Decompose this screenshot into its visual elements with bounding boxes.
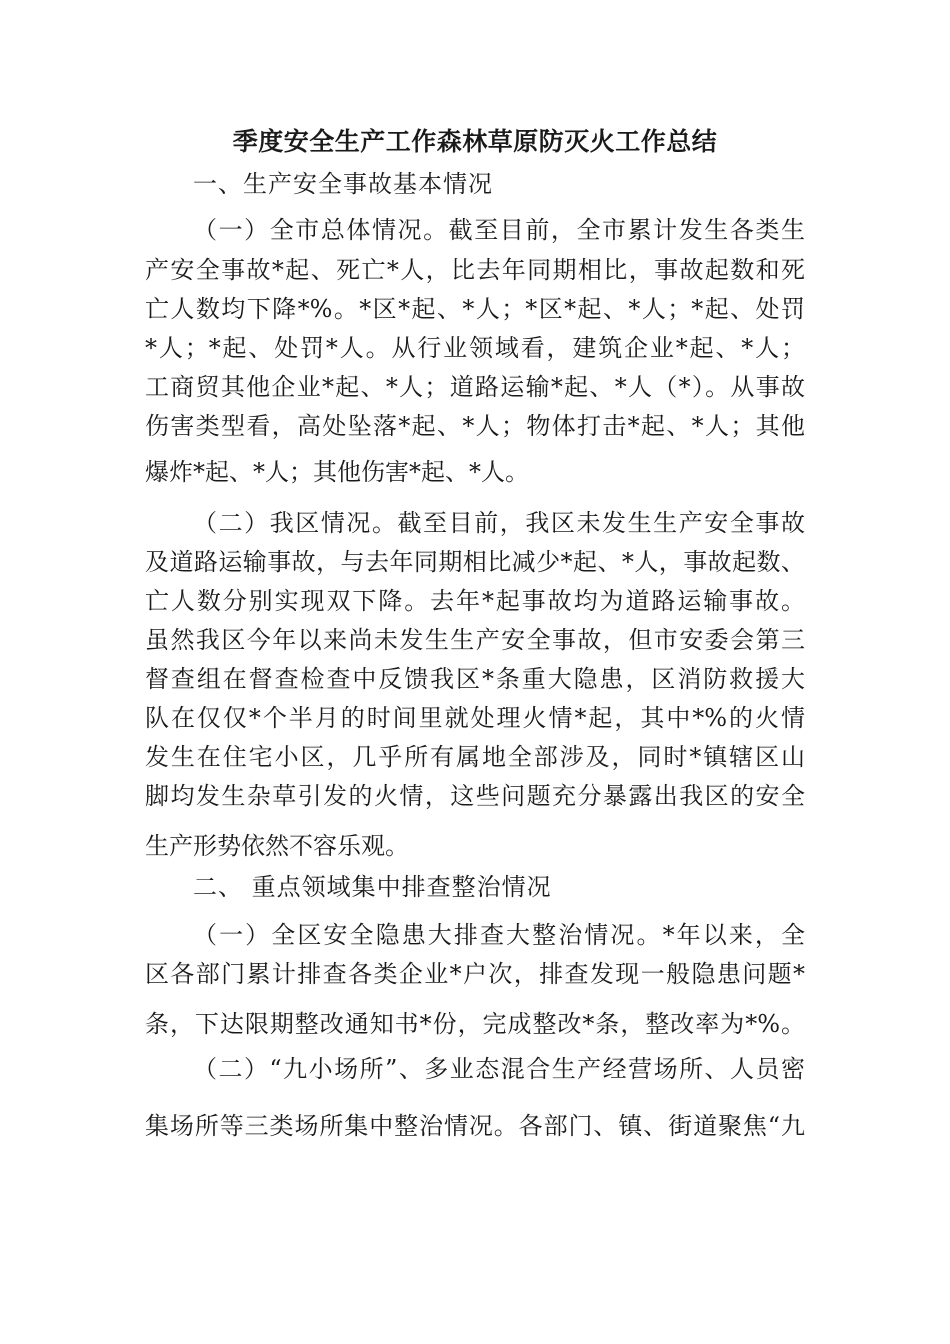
- paragraph-line: 队在仅仅*个半月的时间里就处理火情*起，其中*%的火情: [145, 704, 805, 732]
- paragraph-line: 条，下达限期整改通知书*份，完成整改*条，整改率为*%。: [145, 1010, 805, 1038]
- paragraph-line: （一）全市总体情况。截至目前，全市累计发生各类生: [193, 216, 805, 244]
- paragraph-line: 督查组在督查检查中反馈我区*条重大隐患，区消防救援大: [145, 665, 805, 693]
- paragraph-line: 亡人数分别实现双下降。去年*起事故均为道路运输事故。: [145, 587, 805, 615]
- paragraph-line: 及道路运输事故，与去年同期相比减少*起、*人，事故起数、: [145, 548, 805, 576]
- paragraph-line: 爆炸*起、*人；其他伤害*起、*人。: [145, 458, 529, 486]
- paragraph-line: 集场所等三类场所集中整治情况。各部门、镇、街道聚焦“九: [145, 1112, 805, 1140]
- paragraph-line: 伤害类型看，高处坠落*起、*人；物体打击*起、*人；其他: [145, 412, 805, 440]
- document-title: 季度安全生产工作森林草原防灭火工作总结: [232, 127, 718, 156]
- paragraph-line: （二）“九小场所”、多业态混合生产经营场所、人员密: [193, 1055, 805, 1083]
- paragraph-line: 工商贸其他企业*起、*人；道路运输*起、*人（*）。从事故: [145, 373, 805, 401]
- section-heading-2: 二、 重点领域集中排查整治情况: [193, 873, 552, 901]
- paragraph-line: （一）全区安全隐患大排查大整治情况。*年以来，全: [193, 921, 805, 949]
- section-heading-1: 一、生产安全事故基本情况: [193, 170, 493, 198]
- paragraph-line: （二）我区情况。截至目前，我区未发生生产安全事故: [193, 509, 805, 537]
- paragraph-line: *人；*起、处罚*人。从行业领域看，建筑企业*起、*人；: [145, 334, 805, 362]
- paragraph-line: 虽然我区今年以来尚未发生生产安全事故，但市安委会第三: [145, 626, 805, 654]
- paragraph-line: 脚均发生杂草引发的火情，这些问题充分暴露出我区的安全: [145, 782, 805, 810]
- paragraph-line: 区各部门累计排查各类企业*户次，排查发现一般隐患问题*: [145, 960, 805, 988]
- paragraph-line: 生产形势依然不容乐观。: [145, 832, 409, 860]
- paragraph-line: 产安全事故*起、死亡*人，比去年同期相比，事故起数和死: [145, 256, 805, 284]
- paragraph-line: 亡人数均下降*%。*区*起、*人；*区*起、*人；*起、处罚: [145, 295, 805, 323]
- paragraph-line: 发生在住宅小区，几乎所有属地全部涉及，同时*镇辖区山: [145, 743, 805, 771]
